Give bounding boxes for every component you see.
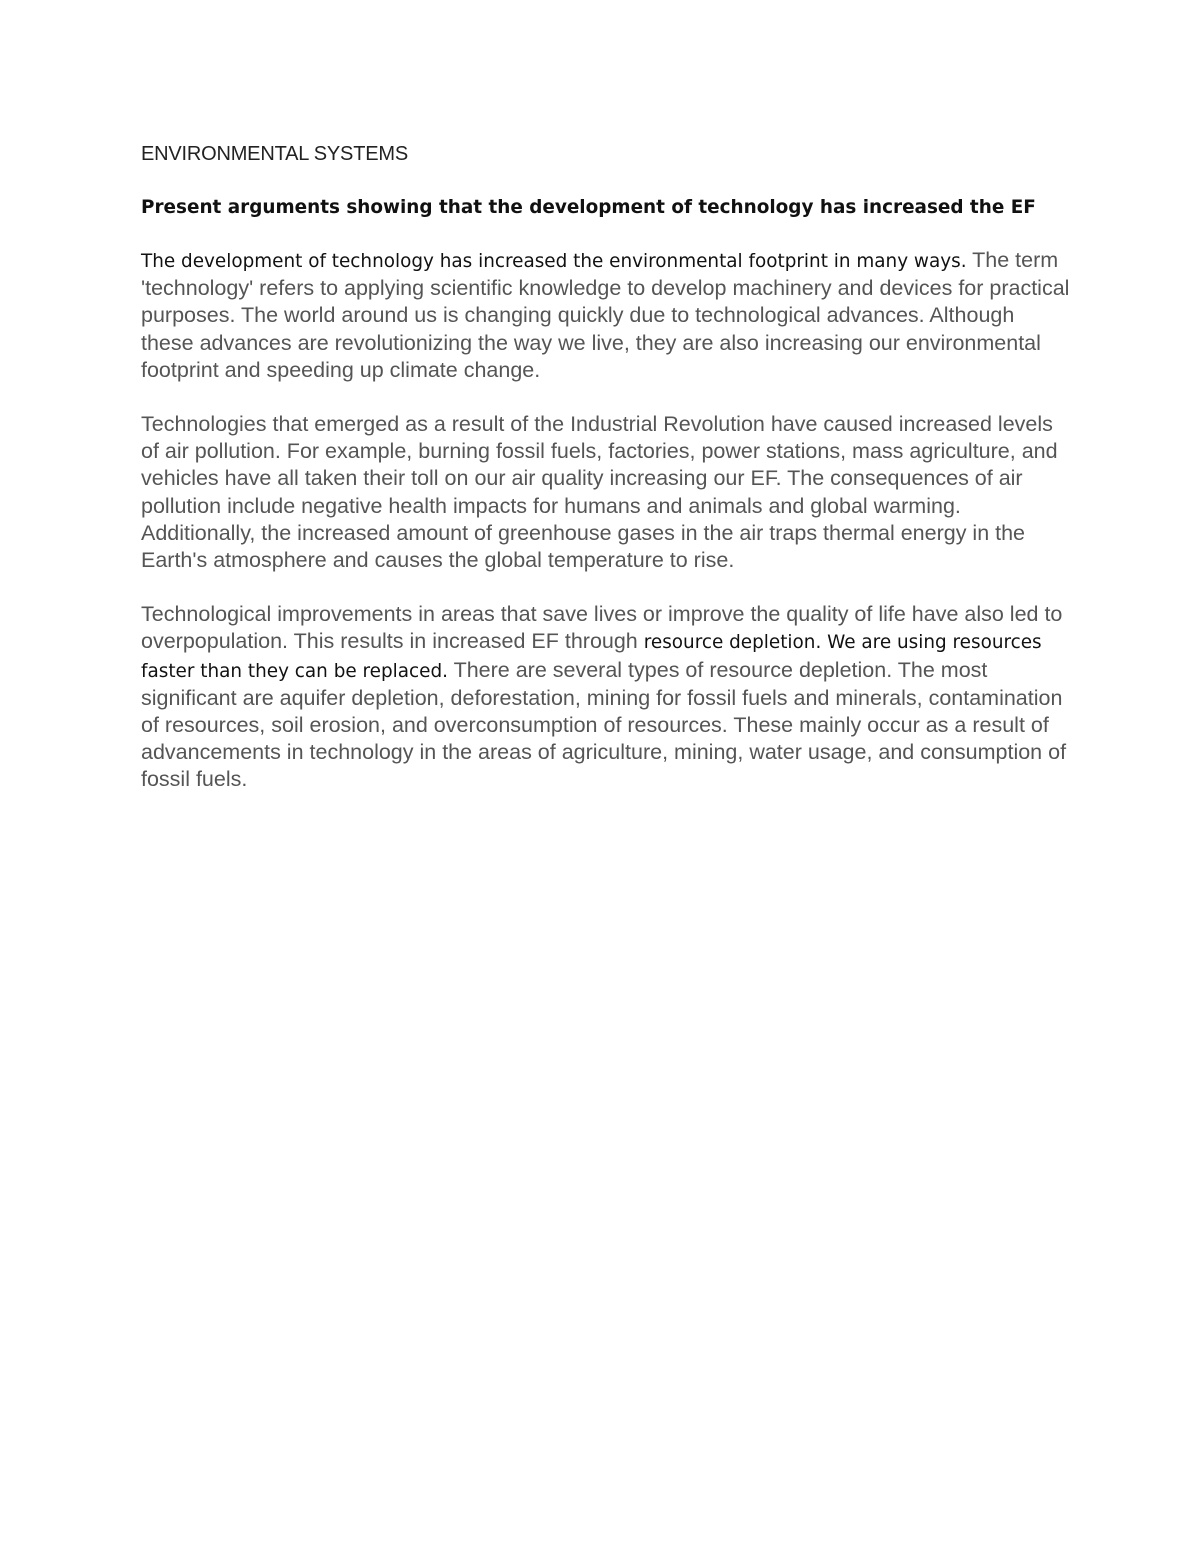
paragraph-air-pollution: Technologies that emerged as a result of the Industrial Revolution have caused increased levels of air pollution. For example, burning fossil fuels, factories, power stations, mass agriculture, and vehicles have all taken their toll on our air quality increasing our EF. The consequences of air pollution include negative health impacts for humans and animals and global warming. Additionally, the increased amount of greenhouse gases in the air traps thermal energy in the Earth's atmosphere and causes the global temperature to rise. <box>141 412 1058 573</box>
document-title: ENVIRONMENTAL SYSTEMS <box>141 143 408 165</box>
paragraph-resource-start: Technological improvements in areas that save lives or improve the quality of life have also led to overpopulation. This results in increased EF through <box>141 602 1063 654</box>
paragraph-resource-end: There are several types of resource depletion. The most significant are aquifer depletion, deforestation, mining for fossil fuels and minerals, contamination of resources, soil erosion, and overconsumption of resources. These mainly occur as a result of advancements in technology in the areas of agriculture, mining, water usage, and consumption of fossil fuels. <box>141 657 1067 792</box>
paragraph-resource-depletion <box>141 601 1071 793</box>
question-heading: Present arguments showing that the development of technology has increased the EF <box>141 197 1036 218</box>
paragraph-intro <box>141 247 1071 384</box>
document-body <box>141 141 1071 821</box>
paragraph-intro-lead: The development of technology has increased the environmental footprint in many ways. <box>141 251 967 272</box>
paragraph-resource-highlight: resource depletion. We are using resources faster than they can be replaced. <box>141 632 1042 682</box>
paragraph-intro-rest: The term 'technology' refers to applying scientific knowledge to develop machinery and devices for practical purposes. The world around us is changing quickly due to technological advances. Although these advances are revolutionizing the way we live, they are also increasing our environmental footprint and speeding up climate change. <box>141 248 1070 382</box>
